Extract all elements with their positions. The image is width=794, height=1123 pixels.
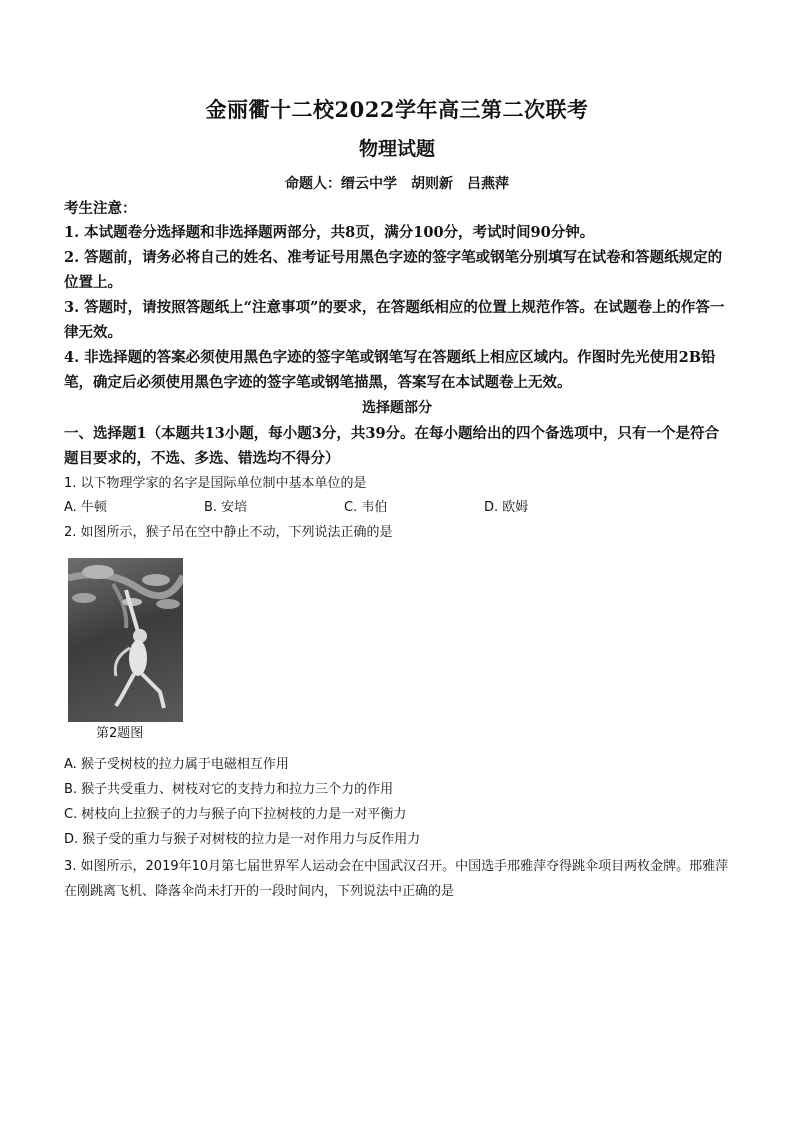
question-2-option-a: A. 猴子受树枝的拉力属于电磁相互作用 — [64, 757, 289, 772]
question-2-option-d: D. 猴子受的重力与猴子对树枝的拉力是一对作用力与反作用力 — [64, 832, 421, 847]
exam-subject: 物理试题 — [358, 138, 435, 160]
notice-item: 4. 非选择题的答案必须使用黑色字迹的签字笔或钢笔写在答题纸上相应区域内。作图时先光使用2B铅笔，确定后必须使用黑色字迹的签字笔或钢笔描黑，答案写在本试题卷上无效。 — [64, 349, 716, 391]
question-2-option-b: B. 猴子共受重力、树枝对它的支持力和拉力三个力的作用 — [64, 782, 394, 797]
question-1-option-d: D. 欧姆 — [484, 500, 529, 515]
question-1-option-c: C. 韦伯 — [344, 500, 388, 515]
question-3-stem: 3. 如图所示，2019年10月第七届世界军人运动会在中国武汉召开。中国选手邢雅萍夺得跳伞项目两枚金牌。邢雅萍在刚跳离飞机、降落伞尚未打开的一段时间内，下列说法中正确的是 — [64, 859, 729, 899]
question-1-options — [64, 496, 732, 520]
monkey-photo — [68, 558, 183, 722]
question-1-option-a: A. 牛顿 — [64, 500, 107, 515]
figure-caption: 第2题图 — [96, 726, 144, 741]
question-1-option-b: B. 安培 — [204, 500, 248, 515]
question-2-stem: 2. 如图所示，猴子吊在空中静止不动，下列说法正确的是 — [64, 525, 393, 540]
monkey-illustration — [68, 558, 183, 722]
notice-item: 1. 本试题卷分选择题和非选择题两部分，共8页，满分100分，考试时间90分钟。 — [64, 224, 595, 241]
question-1-stem: 1. 以下物理学家的名字是国际单位制中基本单位的是 — [64, 476, 367, 491]
question-3 — [64, 854, 732, 904]
part-instructions — [64, 421, 732, 471]
notice-heading: 考生注意： — [64, 200, 137, 217]
exam-authors: 命题人：缙云中学 胡则新 吕燕萍 — [285, 176, 509, 192]
exam-title: 金丽衢十二校2022学年高三第二次联考 — [205, 97, 589, 122]
question-2-options — [64, 752, 732, 852]
notice-item: 3. 答题时，请按照答题纸上“注意事项”的要求，在答题纸相应的位置上规范作答。在试题卷上的作答一律无效。 — [64, 299, 725, 341]
question-2-option-c: C. 树枝向上拉猴子的力与猴子向下拉树枝的力是一对平衡力 — [64, 807, 407, 822]
notice-item: 2. 答题前，请务必将自己的姓名、准考证号用黑色字迹的签字笔或钢笔分别填写在试卷和答题纸规定的位置上。 — [64, 249, 723, 291]
notice-list — [64, 220, 732, 395]
section-label: 选择题部分 — [362, 400, 432, 416]
part-instructions-text: 一、选择题1（本题共13小题，每小题3分，共39分。在每小题给出的四个备选项中，只有一个是符合题目要求的，不选、多选、错选均不得分） — [64, 425, 720, 467]
